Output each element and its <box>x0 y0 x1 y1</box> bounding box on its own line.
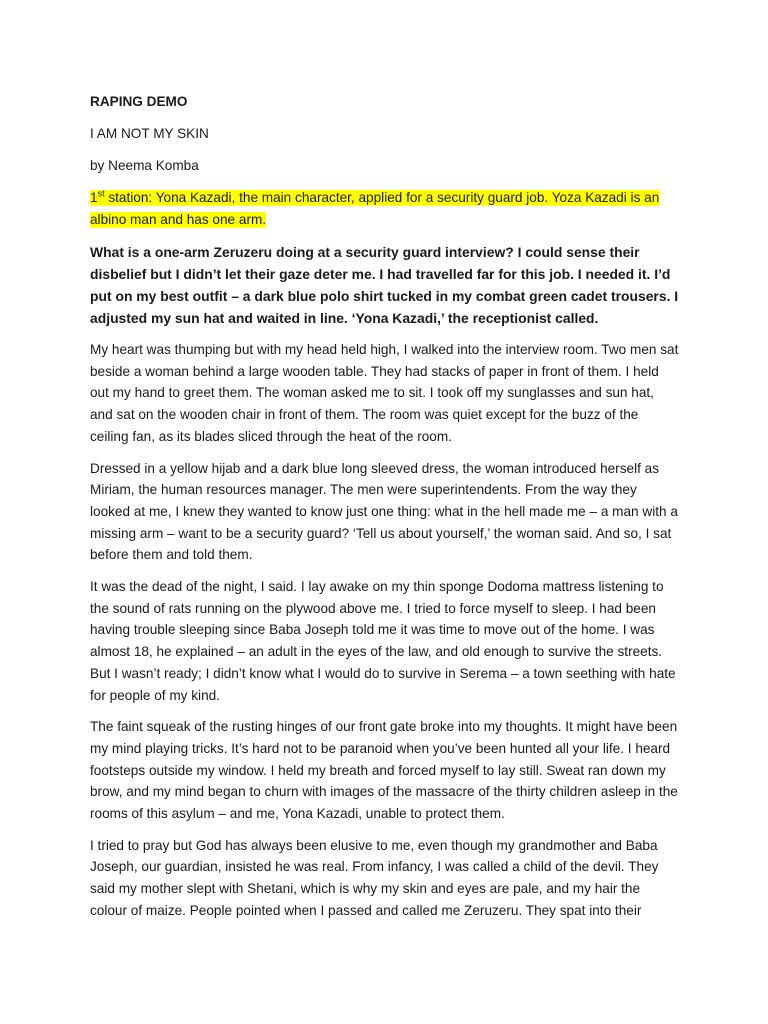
station-ordinal-suffix: st <box>97 188 105 199</box>
author-byline: by Neema Komba <box>90 158 199 173</box>
station-ordinal: 1 <box>90 190 98 205</box>
station-text: station: Yona Kazadi, the main character, applied for a security guard job. Yoza Kazadi is an albino man and has one arm. <box>90 190 660 227</box>
highlighted-text <box>90 190 659 227</box>
story-title: I AM NOT MY SKIN <box>90 126 209 141</box>
document-title: RAPING DEMO <box>90 94 188 109</box>
bold-intro-paragraph: What is a one-arm Zeruzeru doing at a security guard interview? I could sense their disbelief but I didn’t let their gaze deter me. I had travelled far for this job. I needed it. I’d put on my best outfit – a dark blue polo shirt tucked in my combat green cadet trousers. I adjusted my sun hat and waited in line. ‘Yona Kazadi,’ the receptionist called. <box>90 244 679 326</box>
body-paragraph: It was the dead of the night, I said. I lay awake on my thin sponge Dodoma mattress listening to the sound of rats running on the plywood above me. I tried to force myself to sleep. I had been having trouble sleeping since Baba Joseph told me it was time to move out of the home. I was almost 18, he explained – an adult in the eyes of the law, and old enough to survive the streets. But I wasn’t ready; I didn’t know what I would do to survive in Serema – a town seething with hate for people of my kind. <box>90 579 676 703</box>
document-page <box>90 91 680 922</box>
body-paragraph: Dressed in a yellow hijab and a dark blue long sleeved dress, the woman introduced herself as Miriam, the human resources manager. The men were superintendents. From the way they looked at me, I knew they wanted to know just one thing: what in the hell made me – a man with a missing arm – want to be a security guard? ‘Tell us about yourself,’ the woman said. And so, I sat before them and told them. <box>90 460 678 563</box>
body-paragraph: My heart was thumping but with my head held high, I walked into the interview room. Two men sat beside a woman behind a large wooden table. They had stacks of paper in front of them. I held out my hand to greet them. The woman asked me to sit. I took off my sunglasses and sun hat, and sat on the wooden chair in front of them. The room was quiet except for the buzz of the ceiling fan, as its blades sliced through the heat of the room. <box>90 342 679 444</box>
body-paragraph: I tried to pray but God has always been elusive to me, even though my grandmother and Baba Joseph, our guardian, insisted he was real. From infancy, I was called a child of the devil. They said my mother slept with Shetani, which is why my skin and eyes are pale, and my hair the colour of maize. People pointed when I passed and called me Zeruzeru. They spat into their <box>90 837 659 918</box>
body-paragraph: The faint squeak of the rusting hinges of our front gate broke into my thoughts. It might have been my mind playing tricks. It’s hard not to be paranoid when you’ve been hunted all your life. I heard footsteps outside my window. I held my breath and forced myself to lay still. Sweat ran down my brow, and my mind began to churn with images of the massacre of the thirty children asleep in the rooms of this asylum – and me, Yona Kazadi, unable to protect them. <box>90 719 678 822</box>
station-note <box>90 187 680 231</box>
